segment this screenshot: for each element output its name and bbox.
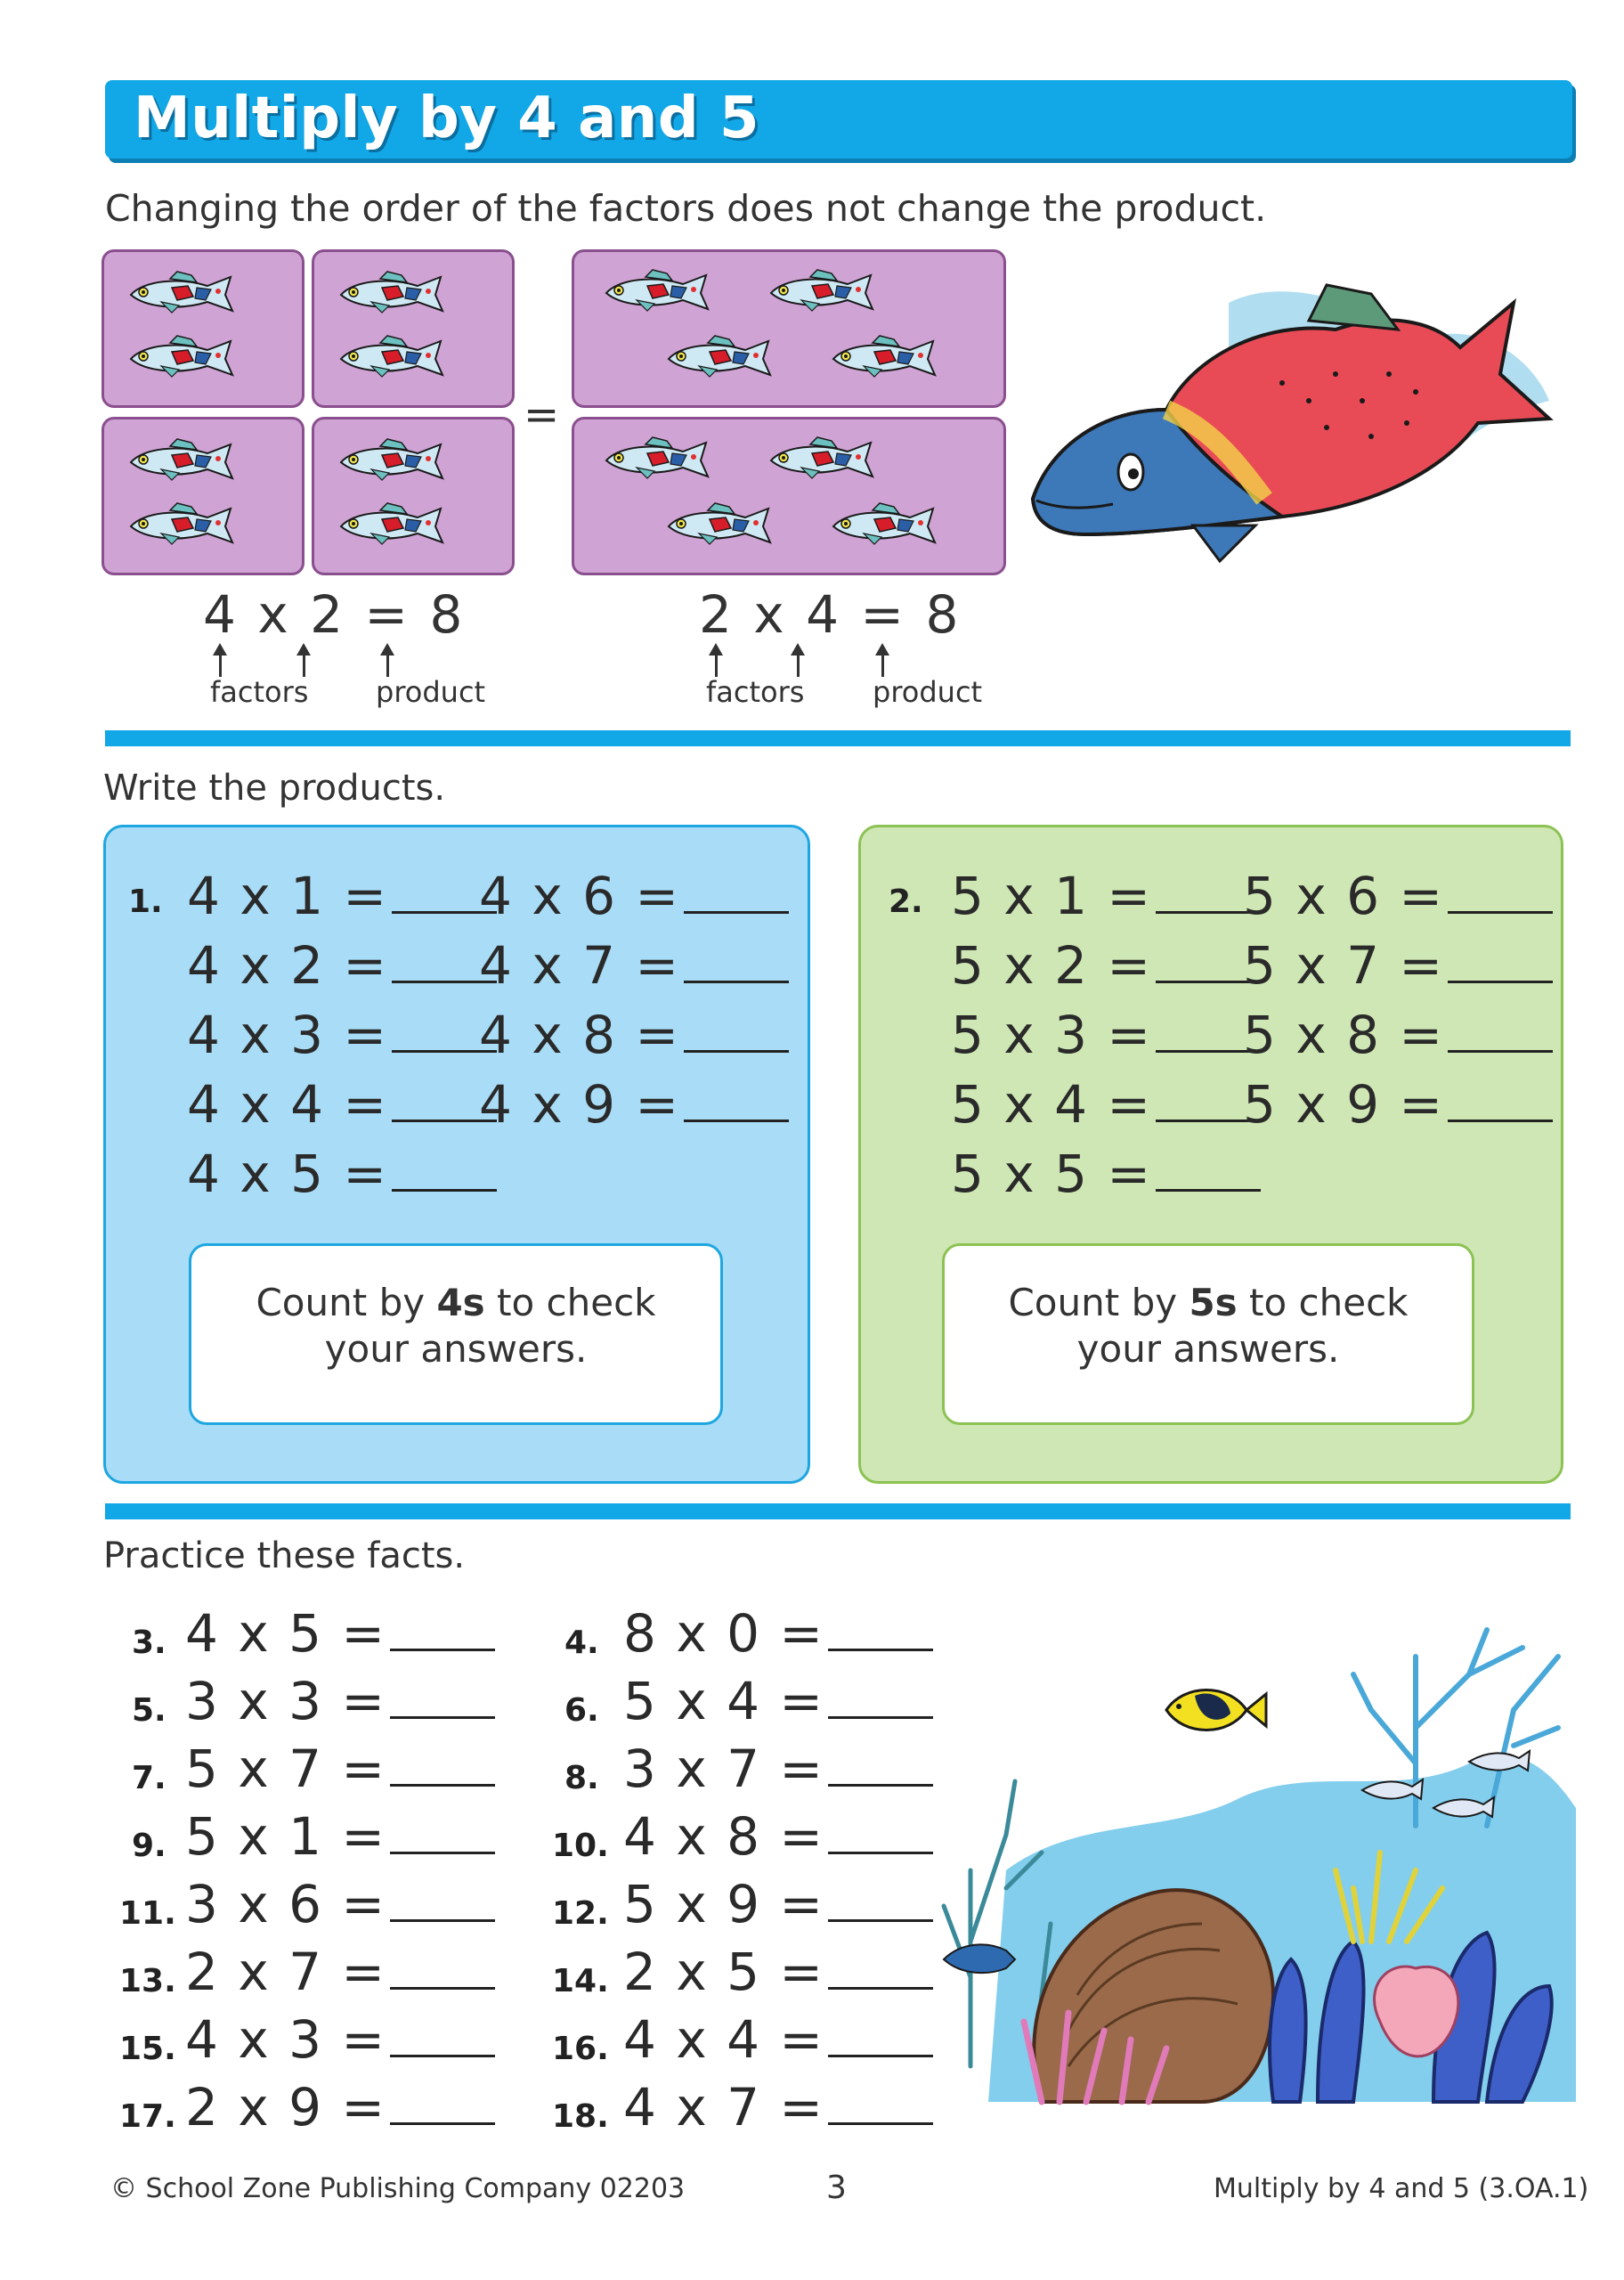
- problem-number: 12.: [552, 1895, 609, 1932]
- page-number: 3: [826, 2170, 847, 2206]
- arrow-icon: [303, 654, 305, 677]
- problem-number: 8.: [564, 1760, 599, 1796]
- answer-blank[interactable]: [828, 1951, 933, 1990]
- check-note: Count by 5s to check your answers.: [942, 1243, 1474, 1425]
- answer-blank[interactable]: [828, 1748, 933, 1787]
- fact-line: 4 x 4 =: [187, 1074, 497, 1135]
- fish-icon: [336, 437, 451, 484]
- problem-number: 6.: [564, 1692, 599, 1729]
- problem-number: 11.: [119, 1895, 176, 1932]
- answer-blank[interactable]: [828, 1681, 933, 1719]
- problem-number: 1.: [128, 884, 163, 920]
- arrow-icon: [715, 654, 718, 677]
- fact-line: 4 x 5 =: [187, 1144, 497, 1204]
- answer-blank[interactable]: [828, 1816, 933, 1854]
- salmon-illustration: [1015, 267, 1567, 588]
- answer-blank[interactable]: [390, 1613, 495, 1651]
- fish-icon: [601, 268, 717, 314]
- coral-reef-illustration: [935, 1603, 1585, 2138]
- example-equation-left: 4 x 2 = 8: [203, 584, 466, 645]
- answer-blank[interactable]: [390, 1884, 495, 1922]
- fact-line: 5 x 9 =: [623, 1874, 933, 1934]
- answer-blank[interactable]: [1156, 1153, 1261, 1192]
- fish-icon: [663, 334, 779, 380]
- fact-line: 4 x 6 =: [479, 866, 789, 926]
- fact-line: 5 x 4 =: [623, 1671, 933, 1731]
- answer-blank[interactable]: [1448, 945, 1553, 983]
- fact-line: 8 x 0 =: [623, 1603, 933, 1664]
- fact-line: 5 x 3 =: [951, 1005, 1261, 1065]
- fact-line: 4 x 3 =: [187, 1005, 497, 1065]
- problem-number: 3.: [132, 1624, 166, 1661]
- problem-number: 13.: [119, 1963, 176, 1999]
- problem-number: 7.: [132, 1760, 166, 1796]
- footer-topic: Multiply by 4 and 5 (3.OA.1): [1214, 2173, 1589, 2204]
- product-label: product: [873, 675, 983, 709]
- factors-label: factors: [210, 675, 309, 709]
- fact-line: 5 x 6 =: [1243, 866, 1553, 926]
- fact-line: 5 x 1 =: [185, 1806, 495, 1867]
- fish-icon: [828, 501, 944, 548]
- section-divider: [105, 1503, 1571, 1519]
- fish-icon: [126, 334, 241, 380]
- fish-group-box: [102, 417, 304, 575]
- fact-line: 4 x 7 =: [479, 935, 789, 996]
- fact-line: 4 x 1 =: [187, 866, 497, 926]
- problem-number: 2.: [889, 884, 923, 920]
- fact-line: 5 x 5 =: [951, 1144, 1261, 1204]
- check-note: Count by 4s to check your answers.: [189, 1243, 723, 1425]
- answer-blank[interactable]: [684, 1084, 789, 1122]
- fish-icon: [336, 334, 451, 380]
- fish-icon: [663, 501, 779, 548]
- fish-icon: [126, 270, 241, 316]
- fact-line: 4 x 7 =: [623, 2077, 933, 2138]
- answer-blank[interactable]: [828, 2019, 933, 2057]
- fish-group-box: [572, 417, 1006, 575]
- problem-number: 5.: [132, 1692, 166, 1729]
- fact-line: 5 x 7 =: [185, 1738, 495, 1799]
- answer-blank[interactable]: [390, 1816, 495, 1854]
- answer-blank[interactable]: [390, 2019, 495, 2057]
- answer-blank[interactable]: [684, 1014, 789, 1053]
- arrow-icon: [797, 654, 800, 677]
- problem-number: 9.: [132, 1828, 166, 1864]
- arrow-icon: [881, 654, 884, 677]
- answer-blank[interactable]: [828, 1884, 933, 1922]
- fact-line: 4 x 3 =: [185, 2009, 495, 2070]
- section-heading-write: Write the products.: [103, 768, 446, 809]
- fact-line: 5 x 1 =: [951, 866, 1261, 926]
- fact-line: 4 x 5 =: [185, 1603, 495, 1664]
- fish-icon: [601, 436, 717, 482]
- fact-line: 3 x 7 =: [623, 1738, 933, 1799]
- fish-icon: [126, 437, 241, 484]
- problem-number: 10.: [552, 1828, 609, 1864]
- answer-blank[interactable]: [390, 1951, 495, 1990]
- fish-group-box: [312, 249, 515, 408]
- example-equation-right: 2 x 4 = 8: [699, 584, 962, 645]
- product-label: product: [376, 675, 486, 709]
- arrow-icon: [219, 654, 222, 677]
- fish-group-box: [312, 417, 515, 575]
- factors-label: factors: [706, 675, 805, 709]
- answer-blank[interactable]: [390, 1681, 495, 1719]
- fish-icon: [336, 501, 451, 548]
- answer-blank[interactable]: [828, 2087, 933, 2125]
- page-title: Multiply by 4 and 5: [134, 86, 759, 151]
- problem-number: 17.: [119, 2098, 176, 2135]
- fish-icon: [766, 436, 881, 482]
- fish-icon: [336, 270, 451, 316]
- intro-text: Changing the order of the factors does not change the product.: [105, 187, 1267, 230]
- fact-line: 3 x 3 =: [185, 1671, 495, 1731]
- fact-line: 5 x 8 =: [1243, 1005, 1553, 1065]
- fact-line: 4 x 2 =: [187, 935, 497, 996]
- fish-icon: [766, 268, 881, 314]
- problem-number: 16.: [552, 2031, 609, 2067]
- problem-number: 14.: [552, 1963, 609, 1999]
- answer-blank[interactable]: [390, 1748, 495, 1787]
- fact-line: 5 x 7 =: [1243, 935, 1553, 996]
- fact-line: 5 x 4 =: [951, 1074, 1261, 1135]
- fact-line: 4 x 8 =: [623, 1806, 933, 1867]
- fact-line: 5 x 2 =: [951, 935, 1261, 996]
- answer-blank[interactable]: [1448, 875, 1553, 914]
- footer-copyright: © School Zone Publishing Company 02203: [110, 2173, 686, 2204]
- fact-line: 3 x 6 =: [185, 1874, 495, 1934]
- answer-blank[interactable]: [392, 1153, 497, 1192]
- fish-icon: [126, 501, 241, 548]
- problem-number: 15.: [119, 2031, 176, 2067]
- fact-line: 4 x 9 =: [479, 1074, 789, 1135]
- fact-line: 4 x 4 =: [623, 2009, 933, 2070]
- fish-icon: [828, 334, 944, 380]
- fact-line: 4 x 8 =: [479, 1005, 789, 1065]
- answer-blank[interactable]: [828, 1613, 933, 1651]
- fact-line: 2 x 7 =: [185, 1942, 495, 2002]
- problem-number: 4.: [564, 1624, 599, 1661]
- fish-group-box: [102, 249, 304, 408]
- answer-blank[interactable]: [390, 2087, 495, 2125]
- fact-line: 5 x 9 =: [1243, 1074, 1553, 1135]
- problem-number: 18.: [552, 2098, 609, 2135]
- fact-line: 2 x 5 =: [623, 1942, 933, 2002]
- answer-blank[interactable]: [1448, 1014, 1553, 1053]
- answer-blank[interactable]: [1448, 1084, 1553, 1122]
- fact-line: 2 x 9 =: [185, 2077, 495, 2138]
- answer-blank[interactable]: [684, 945, 789, 983]
- section-divider: [105, 730, 1571, 746]
- fish-group-box: [572, 249, 1006, 408]
- answer-blank[interactable]: [684, 875, 789, 914]
- equals-sign: =: [524, 390, 560, 440]
- arrow-icon: [386, 654, 389, 677]
- section-heading-practice: Practice these facts.: [103, 1535, 466, 1576]
